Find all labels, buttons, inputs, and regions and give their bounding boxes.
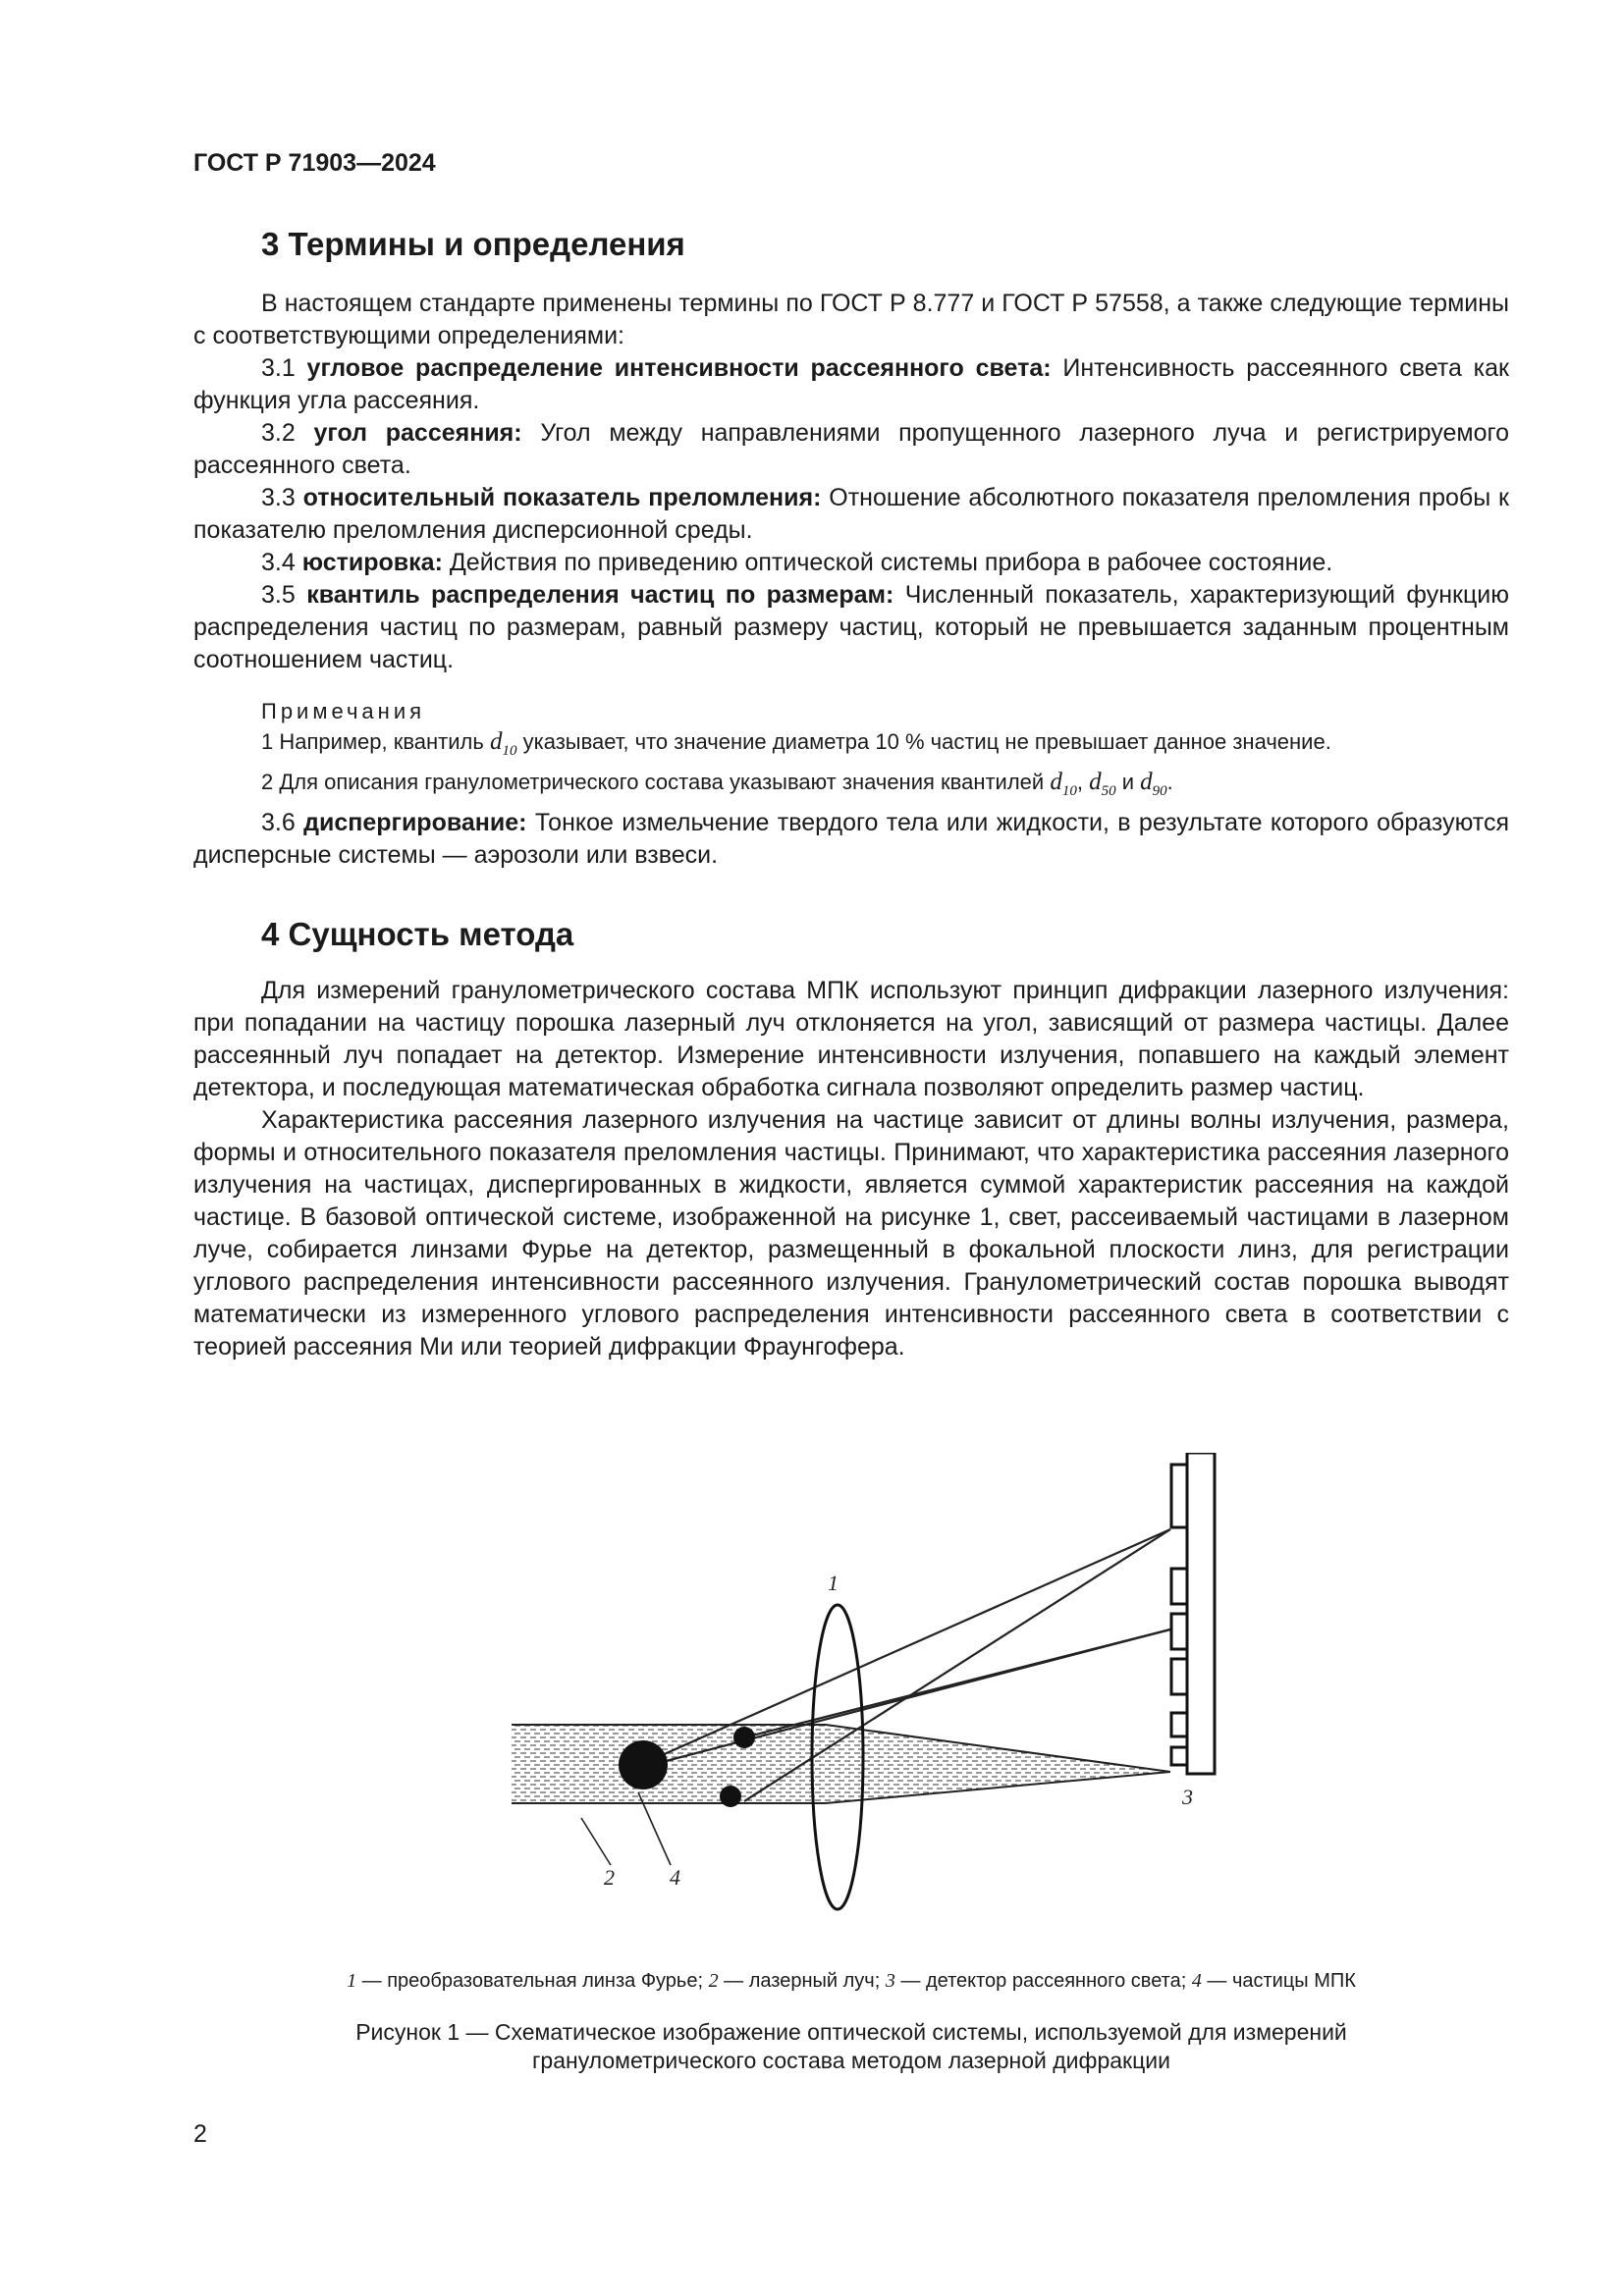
- section-3-intro: В настоящем стандарте применены термины по ГОСТ Р 8.777 и ГОСТ Р 57558, а также следующие термины с соответствующими определениями:: [193, 290, 1509, 349]
- figure-1: [491, 1453, 1237, 1953]
- optical-scheme-diagram: [491, 1453, 1237, 1953]
- detector-element: [1171, 1659, 1187, 1694]
- page-number: 2: [193, 2120, 207, 2148]
- term-3-4: 3.4 юстировка: Действия по приведению оптической системы прибора в рабочее состояние.: [261, 549, 1333, 576]
- label-particles: 4: [670, 1865, 680, 1890]
- detector-element: [1171, 1713, 1187, 1736]
- detector-plate: [1187, 1453, 1215, 1774]
- section-3-heading: 3 Термины и определения: [261, 226, 685, 262]
- particle-large: [619, 1740, 668, 1789]
- label-beam: 2: [604, 1865, 615, 1890]
- term-3-6: 3.6 диспергирование: Тонкое измельчение твердого тела или жидкости, в результате которого образуются дисперсные системы — аэрозоли или взвеси.: [193, 809, 1509, 869]
- term-3-5: 3.5 квантиль распределения частиц по размерам: Численный показатель, характеризующий функцию распределения частиц по размерам, равный размеру частиц, который не превышается заданным процентным соотношением частиц.: [193, 581, 1509, 673]
- term-3-3: 3.3 относительный показатель преломления: Отношение абсолютного показателя преломления пробы к показателю преломления дисперсионной среды.: [193, 484, 1509, 544]
- section-4-para-1: Для измерений гранулометрического состава МПК используют принцип дифракции лазерного излучения: при попадании на частицу порошка лазерный луч отклоняется на угол, зависящий от размера частицы. Далее рассеянный луч попадает на детектор. Измерение интенсивности излучения, попавшего на каждый элемент детектора, и последующая математическая обработка сигнала позволяют определить размер частиц.: [193, 977, 1509, 1101]
- document-header: ГОСТ Р 71903—2024: [193, 149, 436, 177]
- notes: [261, 696, 1510, 807]
- detector-element: [1171, 1614, 1187, 1649]
- term-3-1: 3.1 угловое распределение интенсивности рассеянного света: Интенсивность рассеянного света как функция угла рассеяния.: [193, 354, 1509, 414]
- figure-legend: 1 — преобразовательная линза Фурье; 2 — лазерный луч; 3 — детектор рассеянного света; 4 — частицы МПК: [347, 1970, 1356, 1992]
- detector-element: [1171, 1569, 1187, 1604]
- label-lens: 1: [828, 1571, 839, 1595]
- label-detector: 3: [1182, 1785, 1193, 1809]
- section-4-para-2: Характеристика рассеяния лазерного излучения на частице зависит от длины волны излучения, размера, формы и относительного показателя преломления частицы. Принимают, что характеристика рассеяния лазерного излучения на частицах, диспергированных в жидкости, является суммой характеристик рассеяния на каждой частице. В базовой оптической системе, изображенной на рисунке 1, свет, рассеиваемый частицами в лазерном луче, собирается линзами Фурье на детектор, размещенный в фокальной плоскости линз, для регистрации углового распределения интенсивности рассеянного излучения. Гранулометрический состав порошка выводят математически из измеренного углового распределения интенсивности рассеянного света в соответствии с теорией рассеяния Ми или теорией дифракции Фраунгофера.: [193, 1106, 1509, 1361]
- section-4-heading: 4 Сущность метода: [261, 916, 574, 952]
- detector-element: [1171, 1747, 1187, 1765]
- particle-small: [733, 1727, 755, 1748]
- note-1: 1 Например, квантиль $d_{10}$ указывает, что значение диаметра 10 % частиц не превышает данное значение.: [261, 728, 1331, 759]
- figure-caption: Рисунок 1 — Схематическое изображение оптической системы, используемой для измерений гранулометрического состава методом лазерной дифракции: [355, 2019, 1347, 2073]
- note-2: 2 Для описания гранулометрического состава указывают значения квантилей $d_{10}$, $d_{50}$ и $d_{90}$.: [261, 769, 1173, 799]
- section-4-body: [193, 975, 1509, 1363]
- label-leader-beam: [581, 1818, 611, 1865]
- laser-beam: [512, 1725, 826, 1803]
- section-3-body: [193, 288, 1509, 676]
- term-3-6-block: [193, 807, 1509, 872]
- notes-title: Примечания: [261, 699, 426, 723]
- term-3-2: 3.2 угол рассеяния: Угол между направлениями пропущенного лазерного луча и регистрируемого рассеянного света.: [193, 419, 1509, 479]
- detector-element: [1171, 1465, 1187, 1527]
- particle-small: [720, 1786, 741, 1807]
